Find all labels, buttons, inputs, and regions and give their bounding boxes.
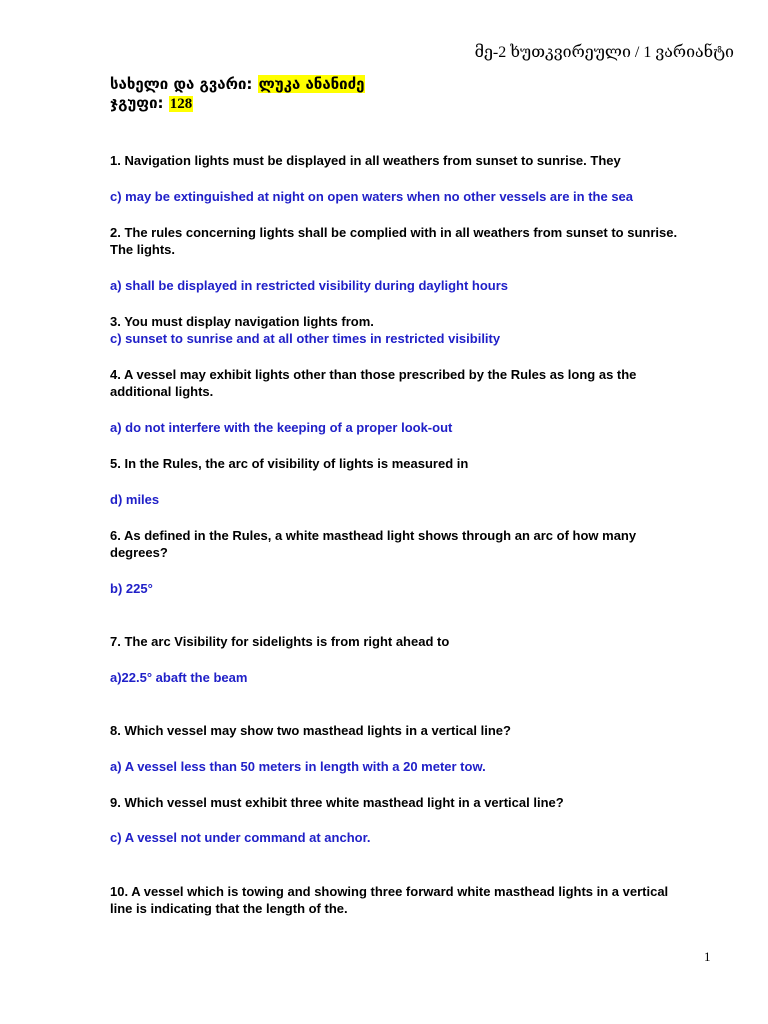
student-group-label: ჯგუფი: <box>110 94 164 112</box>
student-name-value: ლუკა ანანიძე <box>258 75 365 93</box>
answer-2: a) shall be displayed in restricted visibility during daylight hours <box>110 278 509 293</box>
document-header-title: მე-2 ხუთკვირეული / 1 ვარიანტი <box>474 44 734 61</box>
question-10-text-cont: line is indicating that the length of the. <box>110 901 348 916</box>
answer-6: b) 225° <box>110 581 153 596</box>
question-6-text: 6. As defined in the Rules, a white masthead light shows through an arc of how many <box>110 528 637 543</box>
answer-8: a) A vessel less than 50 meters in length with a 20 meter tow. <box>110 759 486 774</box>
answer-7: a)22.5° abaft the beam <box>110 670 248 685</box>
answer-9: c) A vessel not under command at anchor. <box>110 830 371 845</box>
student-name-line <box>110 75 365 93</box>
answer-5: d) miles <box>110 492 160 507</box>
question-8-text: 8. Which vessel may show two masthead lights in a vertical line? <box>110 723 511 738</box>
question-10-text: 10. A vessel which is towing and showing three forward white masthead lights in a vertical <box>110 884 669 899</box>
question-3-text: 3. You must display navigation lights from. <box>110 314 374 329</box>
question-5-text: 5. In the Rules, the arc of visibility of lights is measured in <box>110 456 469 471</box>
question-7-text: 7. The arc Visibility for sidelights is from right ahead to <box>110 634 450 649</box>
student-group-value: 128 <box>169 96 193 112</box>
answer-3: c) sunset to sunrise and at all other times in restricted visibility <box>110 331 501 346</box>
answer-4: a) do not interfere with the keeping of a proper look-out <box>110 420 453 435</box>
question-4-text: 4. A vessel may exhibit lights other than those prescribed by the Rules as long as the <box>110 367 637 382</box>
question-4-text-cont: additional lights. <box>110 384 214 399</box>
answer-1: c) may be extinguished at night on open waters when no other vessels are in the sea <box>110 189 634 204</box>
question-2-text-cont: The lights. <box>110 242 175 257</box>
student-group-line <box>110 94 193 113</box>
page-number: 1 <box>704 949 711 964</box>
question-9-text: 9. Which vessel must exhibit three white masthead light in a vertical line? <box>110 795 564 810</box>
student-name-label: სახელი და გვარი: <box>110 75 253 93</box>
question-6-text-cont: degrees? <box>110 545 168 560</box>
question-1-text: 1. Navigation lights must be displayed in all weathers from sunset to sunrise. They <box>110 153 621 168</box>
question-2-text: 2. The rules concerning lights shall be complied with in all weathers from sunset to sunrise. <box>110 225 678 240</box>
